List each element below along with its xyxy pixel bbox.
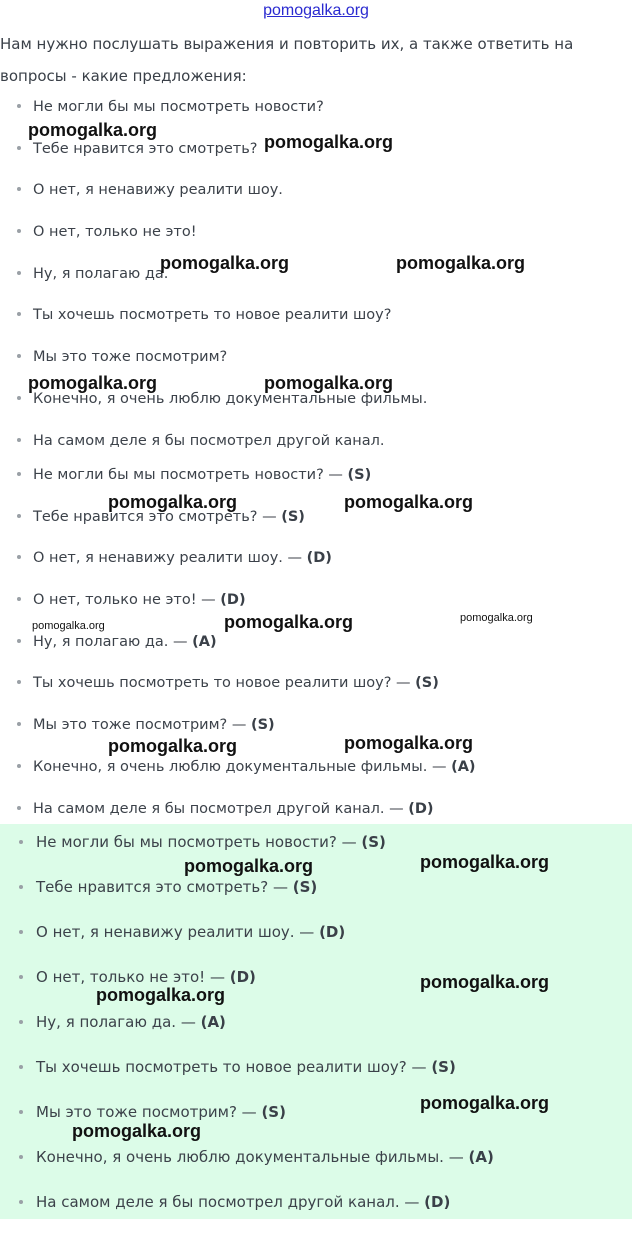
list-item-text: На самом деле я бы посмотрел другой канал. — bbox=[33, 800, 409, 817]
bullet-icon bbox=[19, 1200, 23, 1204]
bullet-icon bbox=[17, 597, 21, 601]
list-item-text: О нет, я ненавижу реалити шоу. — bbox=[36, 923, 320, 941]
list-item bbox=[0, 1012, 632, 1057]
answer-mark: (S) bbox=[292, 878, 318, 896]
answer-mark: (D) bbox=[319, 923, 346, 941]
list-item-text: О нет, я ненавижу реалити шоу. — bbox=[33, 550, 307, 567]
phrase-list bbox=[0, 97, 632, 472]
watermark: pomogalka.org bbox=[160, 253, 290, 273]
list-item-text: Тебе нравится это смотреть? — bbox=[33, 508, 282, 525]
answer-mark: (D) bbox=[306, 550, 332, 567]
list-item-text: На самом деле я бы посмотрел другой канал. bbox=[33, 432, 385, 449]
watermark: pomogalka.org bbox=[96, 985, 226, 1005]
list-item-text: Ну, я полагаю да. — bbox=[33, 633, 193, 650]
watermark: pomogalka.org bbox=[72, 1121, 202, 1141]
list-item-text: О нет, только не это! — bbox=[33, 592, 221, 609]
list-item-text: Не могли бы мы посмотреть новости? — bbox=[36, 833, 362, 851]
list-item bbox=[0, 389, 632, 431]
list-item-text: Конечно, я очень люблю документальные фильмы. — bbox=[33, 758, 452, 775]
bullet-icon bbox=[17, 271, 21, 275]
watermark: pomogalka.org bbox=[344, 733, 474, 753]
watermark: pomogalka.org bbox=[32, 620, 105, 632]
phrase-list-with-answers bbox=[0, 465, 632, 840]
list-item-text: Ну, я полагаю да. — bbox=[36, 1013, 201, 1031]
list-item bbox=[0, 264, 632, 306]
answer-mark: (S) bbox=[431, 1058, 456, 1076]
list-item-text: Конечно, я очень люблю документальные фильмы. bbox=[33, 390, 428, 407]
watermark: pomogalka.org bbox=[420, 852, 550, 872]
bullet-icon bbox=[19, 1065, 23, 1069]
bullet-icon bbox=[17, 104, 21, 108]
list-item bbox=[0, 548, 632, 590]
answer-mark: (S) bbox=[415, 675, 439, 692]
list-item bbox=[0, 757, 632, 799]
answer-mark: (A) bbox=[468, 1148, 494, 1166]
answer-mark: (D) bbox=[229, 968, 256, 986]
list-item bbox=[0, 673, 632, 715]
list-item-text: О нет, только не это! bbox=[33, 224, 197, 241]
answer-mark: (D) bbox=[220, 592, 246, 609]
list-item bbox=[0, 1192, 632, 1237]
list-item bbox=[0, 1147, 632, 1192]
list-item bbox=[0, 715, 632, 757]
watermark: pomogalka.org bbox=[460, 612, 533, 624]
list-item bbox=[0, 507, 632, 549]
list-item-text: На самом деле я бы посмотрел другой канал. — bbox=[36, 1193, 425, 1211]
list-item bbox=[0, 922, 632, 967]
list-item-text: О нет, я ненавижу реалити шоу. bbox=[33, 182, 283, 199]
bullet-icon bbox=[19, 1020, 23, 1024]
answer-mark: (A) bbox=[200, 1013, 226, 1031]
bullet-icon bbox=[19, 885, 23, 889]
list-item-text: Ты хочешь посмотреть то новое реалити шоу? — bbox=[33, 675, 416, 692]
watermark: pomogalka.org bbox=[28, 373, 158, 393]
answer-mark: (S) bbox=[347, 467, 372, 483]
list-item-text: О нет, только не это! — bbox=[36, 968, 230, 986]
bullet-icon bbox=[17, 680, 21, 684]
bullet-icon bbox=[17, 396, 21, 400]
answer-mark: (A) bbox=[451, 758, 476, 775]
list-item-text: Мы это тоже посмотрим? — bbox=[36, 1103, 262, 1121]
list-item bbox=[0, 877, 632, 922]
site-header-link[interactable]: pomogalka.org bbox=[263, 2, 369, 19]
bullet-icon bbox=[17, 438, 21, 442]
list-item-text: Не могли бы мы посмотреть новости? — bbox=[33, 467, 348, 483]
list-item-text: Мы это тоже посмотрим? bbox=[33, 349, 228, 366]
list-item-text: Тебе нравится это смотреть? bbox=[33, 140, 258, 157]
bullet-icon bbox=[19, 975, 23, 979]
list-item bbox=[0, 180, 632, 222]
list-item-text: Мы это тоже посмотрим? — bbox=[33, 717, 251, 734]
bullet-icon bbox=[19, 840, 23, 844]
answer-mark: (S) bbox=[250, 717, 275, 734]
list-item-text: Не могли бы мы посмотреть новости? bbox=[33, 99, 324, 115]
bullet-icon bbox=[17, 187, 21, 191]
answer-mark: (S) bbox=[361, 833, 386, 851]
answer-list bbox=[0, 832, 632, 1237]
intro-paragraph: Нам нужно послушать выражения и повторить их, а также ответить на вопросы - какие предложения: bbox=[0, 35, 574, 85]
watermark: pomogalka.org bbox=[420, 972, 550, 992]
bullet-icon bbox=[17, 472, 21, 476]
watermark: pomogalka.org bbox=[264, 132, 394, 152]
watermark: pomogalka.org bbox=[420, 1093, 550, 1113]
list-item bbox=[0, 632, 632, 674]
watermark: pomogalka.org bbox=[28, 120, 158, 140]
list-item-text: Тебе нравится это смотреть? — bbox=[36, 878, 293, 896]
watermark: pomogalka.org bbox=[344, 492, 474, 512]
watermark: pomogalka.org bbox=[396, 253, 526, 273]
list-item-text: Ну, я полагаю да. bbox=[33, 265, 169, 282]
list-item-text: Ты хочешь посмотреть то новое реалити шоу? bbox=[33, 307, 392, 324]
bullet-icon bbox=[19, 930, 23, 934]
list-item bbox=[0, 222, 632, 264]
list-item bbox=[0, 465, 632, 507]
answer-mark: (S) bbox=[281, 508, 305, 525]
answer-mark: (D) bbox=[424, 1193, 451, 1211]
bullet-icon bbox=[19, 1155, 23, 1159]
answer-mark: (D) bbox=[408, 800, 434, 817]
answer-mark: (A) bbox=[192, 633, 217, 650]
answer-mark: (S) bbox=[261, 1103, 286, 1121]
bullet-icon bbox=[17, 639, 21, 643]
bullet-icon bbox=[17, 764, 21, 768]
watermark: pomogalka.org bbox=[108, 492, 238, 512]
bullet-icon bbox=[17, 722, 21, 726]
list-item-text: Ты хочешь посмотреть то новое реалити шоу? — bbox=[36, 1058, 432, 1076]
list-item bbox=[0, 305, 632, 347]
bullet-icon bbox=[19, 1110, 23, 1114]
bullet-icon bbox=[17, 229, 21, 233]
list-item-text: Конечно, я очень люблю документальные фильмы. — bbox=[36, 1148, 469, 1166]
bullet-icon bbox=[17, 555, 21, 559]
watermark: pomogalka.org bbox=[108, 736, 238, 756]
watermark: pomogalka.org bbox=[264, 373, 394, 393]
bullet-icon bbox=[17, 806, 21, 810]
bullet-icon bbox=[17, 514, 21, 518]
bullet-icon bbox=[17, 354, 21, 358]
watermark: pomogalka.org bbox=[224, 612, 354, 632]
watermark: pomogalka.org bbox=[184, 856, 314, 876]
bullet-icon bbox=[17, 312, 21, 316]
bullet-icon bbox=[17, 146, 21, 150]
